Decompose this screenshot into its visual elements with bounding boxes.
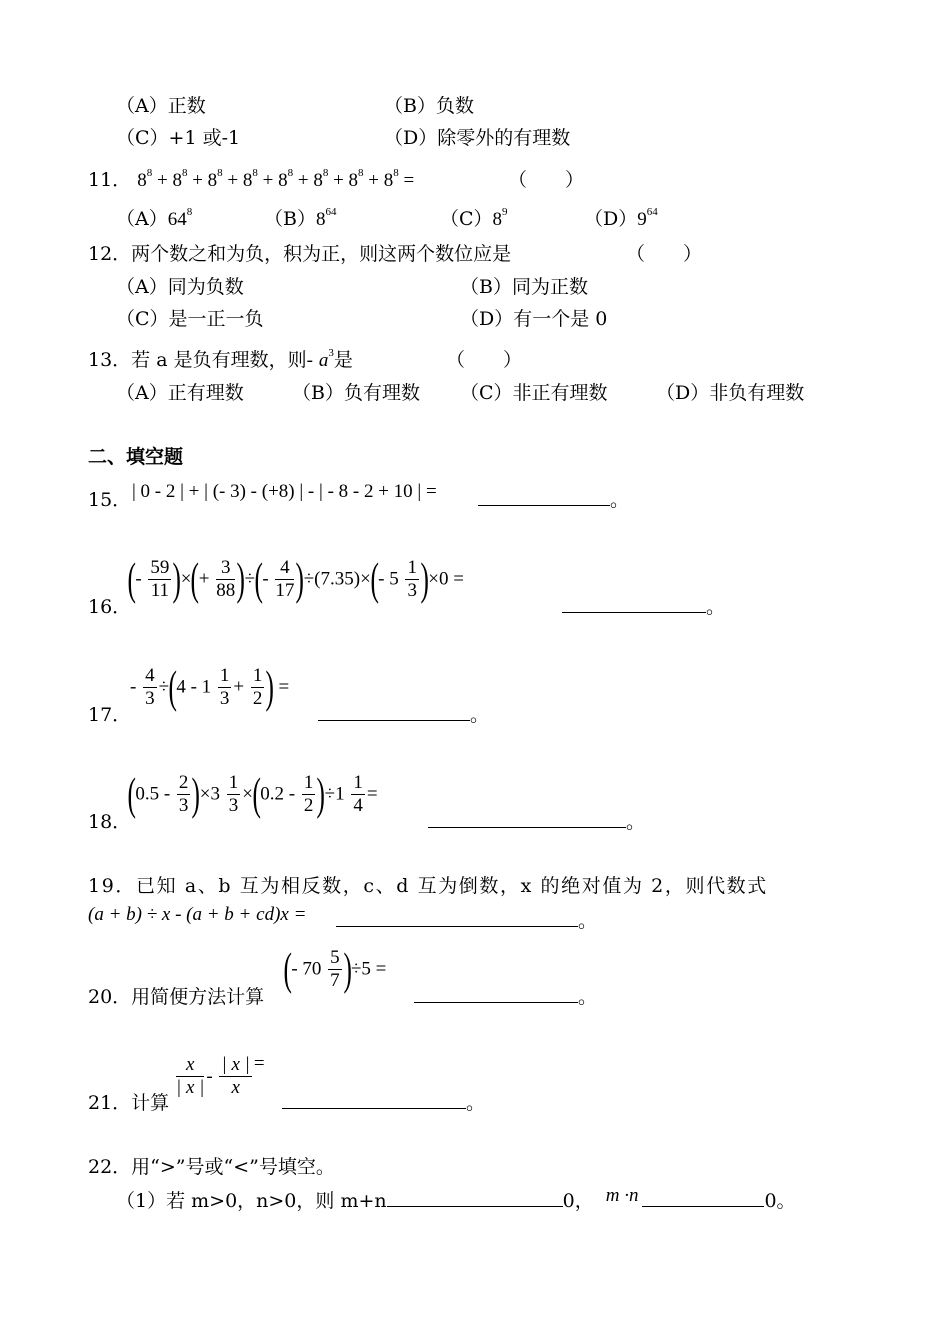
q11-option-a: $(A)64^8$ [116, 206, 193, 230]
q13-option-d: （D）非负有理数 [656, 382, 805, 404]
q19-expression: (a + b) ÷ x - (a + b + cd)x = [88, 904, 307, 925]
q10-option-a: （A）正数 [116, 95, 206, 117]
q21-answer-blank[interactable] [282, 1106, 466, 1109]
q22-sub1: （1）若 m>0，n>0，则 m+n 0， m ·n 0。 [116, 1185, 796, 1212]
q13-paren: （ ） [446, 349, 523, 371]
q11-option-c: $(C)8^9$ [440, 206, 508, 230]
q13-question: 13．若 a 是负有理数，则- $a^3$是 [88, 347, 353, 371]
q11-expression: $8^8 + 8^8 + 8^8 + 8^8 + 8^8 + 8^8 + 8^8 + 8^8$ = [137, 167, 415, 191]
q16-expression: (- $\frac{59}{11}$ )×(+ $\frac{3}{88}$ )÷(- $\frac{4}{17}$ )÷(7.35)×(- 5 $\frac{1}{3}$ )×0 = [127, 553, 464, 604]
q12-option-b: （B）同为正数 [460, 276, 588, 298]
q22-sub1-blank-1[interactable] [387, 1204, 563, 1207]
q13-option-b: （B）负有理数 [292, 382, 420, 404]
q11-term: $8^8$ [383, 167, 399, 191]
q11-term: $8^8$ [348, 167, 364, 191]
q11-term: $8^8$ [313, 167, 329, 191]
q22-question: 22．用“>”号或“<”号填空。 [88, 1156, 335, 1178]
q12-option-d: （D）有一个是 0 [460, 308, 608, 330]
q16-number: 16． [88, 596, 132, 618]
q18-answer-blank[interactable] [428, 825, 626, 828]
q11-term: $8^8$ [207, 167, 223, 191]
section-title-fill-in: 二、填空题 [88, 446, 184, 468]
q21-prefix: 21．计算 [88, 1092, 170, 1114]
q11-paren: （ ） [508, 169, 585, 191]
q19-answer-blank[interactable] [336, 924, 578, 927]
q20-expression: (- 70 $\frac{5}{7}$ )÷5 = [283, 943, 387, 994]
q10-option-b: （B）负数 [384, 95, 474, 117]
q15-expression: | 0 - 2 | + | (- 3) - (+8) | - | - 8 - 2 + 10 | = [132, 481, 437, 502]
q11-term: $8^8$ [278, 167, 294, 191]
q21-answer: 。 [282, 1094, 485, 1113]
q13-option-a: （A）正有理数 [116, 382, 244, 404]
q20-answer-blank[interactable] [414, 1000, 578, 1003]
q15-answer: 。 [478, 491, 629, 510]
q11-term: $8^8$ [242, 167, 258, 191]
q17-answer-blank[interactable] [318, 718, 470, 721]
q21-expression: $\frac{x}{| x |}$ - $\frac{| x |}{x}$ = [176, 1053, 265, 1098]
q11-option-d: $(D)9^{64}$ [584, 206, 658, 230]
q20-answer: 。 [414, 988, 597, 1007]
q11-term: $8^8$ [172, 167, 188, 191]
q22-sub1-blank-2[interactable] [642, 1204, 764, 1207]
q16-answer: 。 [562, 598, 725, 617]
q12-option-c: （C）是一正一负 [116, 308, 264, 330]
q10-option-c: （C）+1 或-1 [116, 127, 241, 149]
q17-number: 17． [88, 704, 132, 726]
q18-answer: 。 [428, 813, 645, 832]
q15-answer-blank[interactable] [478, 503, 610, 506]
q16-answer-blank[interactable] [562, 610, 706, 613]
q13-option-c: （C）非正有理数 [460, 382, 608, 404]
q11-number: 11． [88, 169, 132, 191]
q18-number: 18． [88, 811, 132, 833]
q15-number: 15． [88, 489, 132, 511]
q17-expression: - $\frac{4}{3}$ ÷(4 - 1 $\frac{1}{3}$ + $\frac{1}{2}$ ) = [130, 661, 290, 712]
q11-term: $8^8$ [137, 167, 153, 191]
q19-answer: 。 [336, 912, 597, 931]
q18-expression: (0.5 - $\frac{2}{3}$ )×3 $\frac{1}{3}$ ×(0.2 - $\frac{1}{2}$ )÷1 $\frac{1}{4}$ = [127, 768, 378, 819]
q20-prefix: 20．用简便方法计算 [88, 986, 265, 1008]
q10-option-d: （D）除零外的有理数 [384, 127, 571, 149]
q11-question [88, 167, 415, 191]
q11-options [116, 206, 193, 230]
q12-option-a: （A）同为负数 [116, 276, 244, 298]
q19-line1: 19．已知 a、b 互为相反数，c、d 互为倒数，x 的绝对值为 2，则代数式 [88, 875, 768, 897]
q17-answer: 。 [318, 706, 489, 725]
q12-question: 12．两个数之和为负，积为正，则这两个数位应是 [88, 243, 512, 265]
q11-option-b: $(B)8^{64}$ [264, 206, 337, 230]
q12-paren: （ ） [626, 243, 703, 265]
